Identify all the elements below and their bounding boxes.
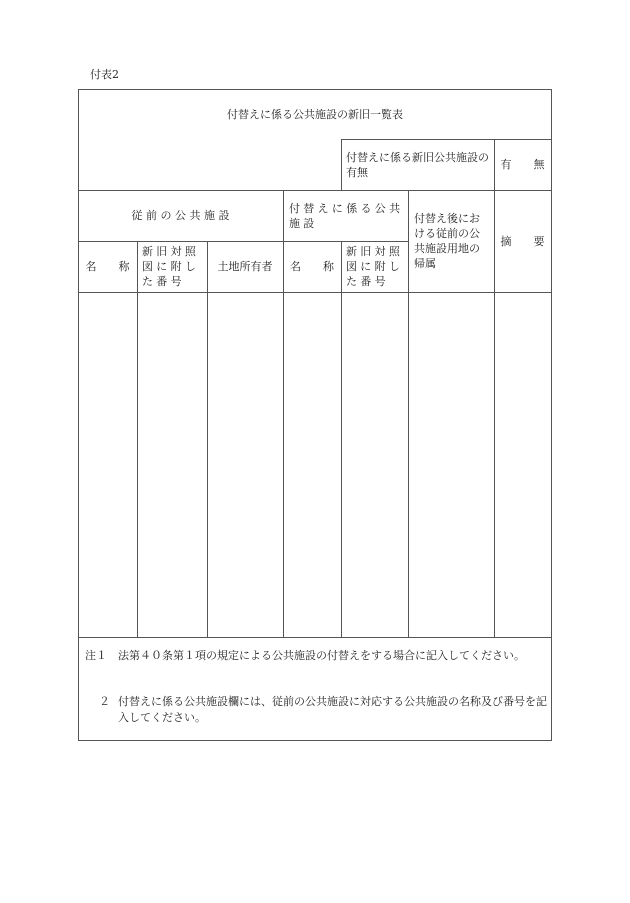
land-ownership-entry-cell[interactable] [409,293,494,637]
note2-text: 付替えに係る公共施設欄には、従前の公共施設に対応する公共施設の名称及び番号を記入してください。 [118,695,547,724]
attachment-label: 付表2 [90,68,119,81]
landowner-entry-cell[interactable] [208,293,283,637]
existence-question: 付替えに係る新旧公共施設の有無 [346,151,489,179]
note2-number: ２ [99,695,110,708]
table-title: 付替えに係る公共施設の新旧一覧表 [227,107,403,121]
remarks-entry-cell[interactable] [495,293,551,637]
land-ownership-header: 付替え後における従前の公共施設用地の帰属 [414,212,480,270]
replaced-map-number-entry-cell[interactable] [342,293,408,637]
replaced-map-number-header: 新旧対照図に附した番号 [346,245,404,288]
replaced-facility-header: 付替えに係る公共施設 [289,201,404,230]
replaced-name-entry-cell[interactable] [284,293,341,637]
former-name-header: 名 称 [85,260,130,273]
existence-value: 有 無 [500,158,545,171]
former-facility-header: 従 前 の 公 共 施 設 [131,209,230,222]
former-map-number-header: 新旧対照図に附した番号 [142,245,200,288]
note1-prefix: 注１ [85,649,107,662]
note1-text: 法第４０条第１項の規定による公共施設の付替えをする場合に記入してください。 [118,649,525,662]
replaced-name-header: 名 称 [290,260,334,273]
former-map-number-entry-cell[interactable] [138,293,207,637]
former-name-entry-cell[interactable] [79,293,137,637]
remarks-header: 摘 要 [500,234,545,248]
landowner-header: 土地所有者 [217,260,273,273]
